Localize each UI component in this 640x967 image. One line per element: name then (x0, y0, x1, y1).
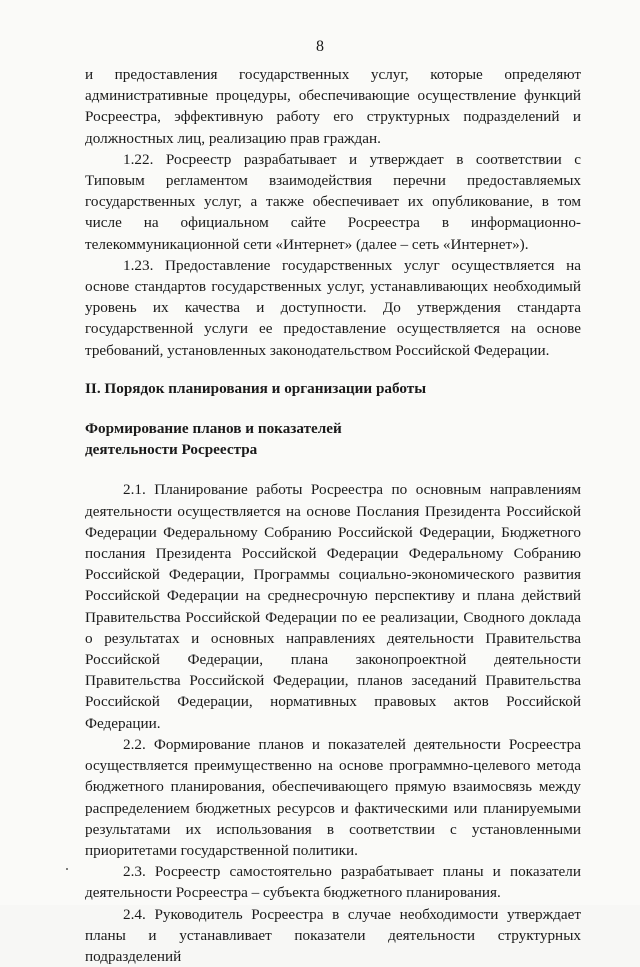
paragraph-2-3: 2.3. Росреестр самостоятельно разрабатывает планы и показатели деятельности Росреестра – субъекта бюджетного планирования. (85, 863, 581, 902)
paragraph-2-2: 2.2. Формирование планов и показателей деятельности Росреестра осуществляется преимущественно на основе программно-целевого метода бюджетного планирования, обеспечивающего прямую взаимосвязь между распределением бюджетных ресурсов и фактическими или планируемыми результатами их использования в соответствии с установленными приоритетами государственной политики. (85, 735, 581, 859)
page-number: 8 (316, 38, 324, 55)
subsection-title-line2: деятельности Росреестра (85, 441, 258, 459)
subsection-title-line1: Формирование планов и показателей (85, 420, 342, 438)
paragraph-continuation: и предоставления государственных услуг, которые определяют административные процедуры, обеспечивающие осуществление функций Росреестра, эффективную работу его структурных подразделений и должностных лиц, реализацию прав граждан. (85, 66, 581, 147)
section-title: II. Порядок планирования и организации работы (85, 379, 427, 397)
document-body (85, 64, 581, 967)
paragraph-2-4: 2.4. Руководитель Росреестра в случае необходимости утверждает планы и устанавливает показатели деятельности структурных подразделений (85, 905, 581, 965)
scan-speck (66, 868, 68, 870)
paragraph-1-23: 1.23. Предоставление государственных услуг осуществляется на основе стандартов государственных услуг, устанавливающих необходимый уровень их качества и доступности. До утверждения стандарта государственной услуги ее предоставление осуществляется на основе требований, установленных законодательством Российской Федерации. (85, 256, 581, 359)
paragraph-1-22: 1.22. Росреестр разрабатывает и утверждает в соответствии с Типовым регламентом взаимодействия перечни предоставляемых государственных услуг, а также обеспечивает их опубликование, в том числе на официальном сайте Росреестра в информационно-телекоммуникационной сети «Интернет» (далее – сеть «Интернет»). (85, 150, 581, 253)
paragraph-2-1: 2.1. Планирование работы Росреестра по основным направлениям деятельности осуществляется на основе Послания Президента Российской Федерации Федеральному Собранию Российской Федерации, Бюджетного послания Президента Российской Федерации Федеральному Собранию Российской Федерации, Программы социально-экономического развития Российской Федерации на среднесрочную перспективу и плана действий Правительства Российской Федерации по ее реализации, Сводного доклада о результатах и основных направлениях деятельности Правительства Российской Федерации, плана законопроектной деятельности Правительства Российской Федерации, планов заседаний Правительства Российской Федерации, нормативных правовых актов Российской Федерации. (85, 481, 581, 732)
